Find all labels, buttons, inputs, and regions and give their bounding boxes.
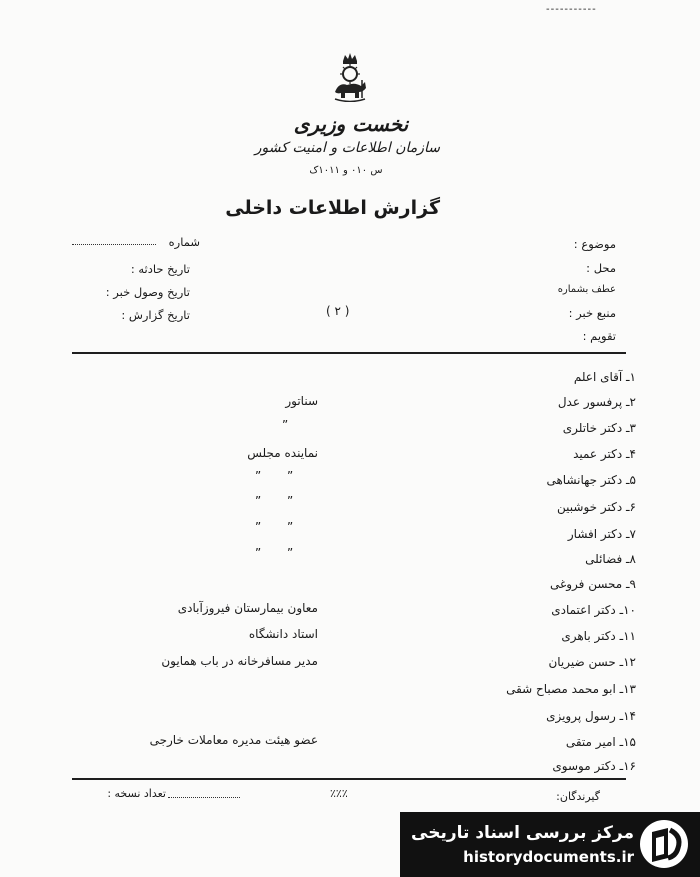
field-calendar-label: تقویم : [582,329,616,343]
list-item-12-title: مدیر مسافرخانه در باب همایون [161,654,318,668]
footer-divider [72,778,626,780]
ditto-marks-7: ” ” [255,494,294,508]
list-item-name: ـ ابو محمد مصباح شقی [506,682,624,696]
field-source-value: ( ۲ ) [326,304,350,318]
list-item-13 [440,682,636,696]
list-item-1 [440,370,636,384]
list-item-number: ۱۳ [623,682,636,696]
list-item-4 [440,447,636,461]
list-item-number: ۳ [629,421,636,435]
list-item-name: ـ دکتر عمید [573,447,630,461]
footer-marks: ٪٪٪ [330,787,348,800]
list-item-name: ـ دکتر خاتلری [562,421,630,435]
list-item-number: ۵ [629,473,636,487]
copies-label: تعداد نسخه : [107,787,166,800]
list-item-number: ۱۴ [623,709,636,723]
ditto-marks-9: ” ” [255,546,294,560]
list-item-7 [440,527,636,541]
list-item-9 [440,577,636,591]
list-item-name: ـ دکتر باهری [561,629,624,643]
list-item-number: ۱۰ [623,603,636,617]
list-item-number: ۸ [629,552,636,566]
archive-logo-icon [638,818,690,870]
list-item-15-title: عضو هیئت مدیره معاملات خارجی [149,733,318,747]
list-item-name: ـ دکتر اعتمادی [551,603,624,617]
ditto-marks-8: ” ” [255,520,294,534]
field-reference-label: عطف بشماره [557,284,616,295]
field-subject-label: موضوع : [573,237,616,251]
ditto-marks-6: ” ” [255,469,294,483]
organization-name: سازمان اطلاعات و امنیت کشور [254,140,440,156]
list-item-name: ـ امیر متقی [565,735,624,749]
list-item-name: ـ پرفسور عدل [557,395,630,409]
list-item-name: ـ فضائلی [585,552,630,566]
list-item-11 [440,629,636,643]
list-item-number: ۲ [629,395,636,409]
list-item-5 [440,473,636,487]
list-item-3-title: ” [282,418,289,432]
list-item-name: ـ رسول پرویزی [546,709,624,723]
lion-and-sun-emblem-icon [331,52,369,102]
list-item-16 [440,759,636,773]
list-item-name: ـ حسن ضیریان [548,655,624,669]
recipients-label: گیرندگان: [556,790,600,803]
list-item-2-title: سناتور [285,394,318,408]
list-item-number: ۷ [629,527,636,541]
watermark-name: مرکز بررسی اسناد تاریخی [411,823,634,843]
list-item-2 [440,395,636,409]
list-item-number: ۱۵ [623,735,636,749]
list-item-5-title: نماینده مجلس [247,446,318,460]
list-item-10-title: معاون بیمارستان فیروزآبادی [177,601,318,615]
list-item-name: ـ دکتر جهانشاهی [546,473,630,487]
copies-dotted-line [168,797,240,798]
watermark-site: historydocuments.ir [463,848,634,866]
field-receipt-date-label: تاریخ وصول خبر : [105,285,190,299]
list-item-name: ـ دکتر خوشبین [557,500,630,514]
list-item-name: ـ دکتر افشار [567,527,630,541]
list-item-6 [440,500,636,514]
report-title: گزارش اطلاعات داخلی [225,197,440,219]
number-dotted-line [72,244,156,245]
list-item-name: ـ محسن فروغی [549,577,630,591]
list-item-number: ۶ [629,500,636,514]
header-divider [72,352,626,354]
list-item-10 [440,603,636,617]
reference-code: س ۰۱۰ و ۱۰۱۱ک [309,165,383,176]
list-item-3 [440,421,636,435]
list-item-8 [440,552,636,566]
top-dashes: ----------- [546,4,597,15]
list-item-11-title: استاد دانشگاه [248,627,318,641]
list-item-14 [440,709,636,723]
field-source-label: منبع خبر : [568,306,616,320]
list-item-number: ۱۶ [623,759,636,773]
list-item-name: ـ دکتر موسوی [552,759,624,773]
list-item-number: ۱۱ [623,629,636,643]
list-item-number: ۱۲ [623,655,636,669]
field-location-label: محل : [586,261,616,275]
field-report-date-label: تاریخ گزارش : [121,308,190,322]
list-item-number: ۱ [629,370,636,384]
list-item-15 [440,735,636,749]
list-item-number: ۴ [629,447,636,461]
field-number-label: شماره [168,235,200,249]
list-item-number: ۹ [629,577,636,591]
ministry-title: نخست وزیری [293,112,409,136]
field-event-date-label: تاریخ حادثه : [130,262,190,276]
list-item-name: ـ آقای اعلم [573,370,630,384]
list-item-12 [440,655,636,669]
